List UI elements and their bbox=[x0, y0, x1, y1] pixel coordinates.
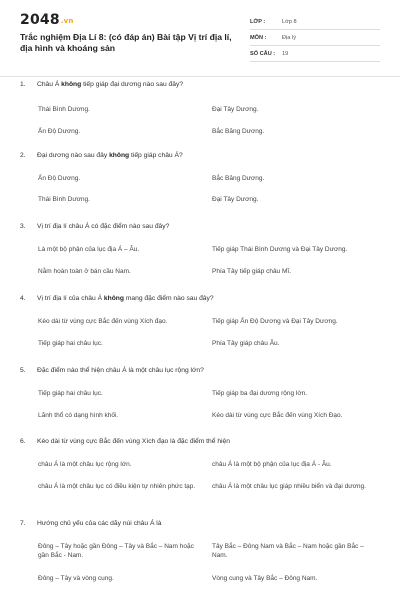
question-text-part: Vị trí địa lí châu Á có đặc điểm nào sau đây? bbox=[37, 223, 170, 230]
meta-label: MÔN : bbox=[250, 34, 267, 41]
answer-option-a[interactable]: châu Á là một châu lục rộng lớn. bbox=[38, 461, 132, 468]
question-emphasis: không bbox=[103, 295, 124, 302]
answer-option-c[interactable]: Ấn Độ Dương. bbox=[38, 128, 81, 135]
answer-option-d[interactable]: Kéo dài từ vùng cực Bắc đến vùng Xích Đạo. bbox=[212, 412, 343, 419]
question-number: 1. bbox=[20, 81, 26, 88]
answer-option-d[interactable]: Vòng cung và Tây Bắc – Đông Nam. bbox=[212, 575, 318, 582]
answer-option-b[interactable]: Đại Tây Dương. bbox=[212, 106, 259, 113]
question-text-part: Đại dương nào sau đây bbox=[37, 152, 110, 159]
meta-row-class bbox=[250, 14, 380, 30]
question-number: 3. bbox=[20, 223, 26, 230]
question-emphasis: không bbox=[109, 152, 130, 159]
answer-option-c[interactable]: Thái Bình Dương. bbox=[38, 196, 90, 203]
answer-option-b[interactable]: Bắc Băng Dương. bbox=[212, 175, 265, 182]
page-title: Trắc nghiệm Địa Lí 8: (có đáp án) Bài tập Vị trí địa lí, địa hình và khoáng sản bbox=[20, 32, 232, 53]
meta-value: Lớp 8 bbox=[282, 18, 297, 25]
meta-info-table bbox=[250, 14, 380, 62]
answer-option-d[interactable]: Phía Tây tiếp giáp châu Mĩ. bbox=[212, 268, 292, 275]
answer-option-a[interactable]: Thái Bình Dương. bbox=[38, 106, 90, 113]
question-number: 6. bbox=[20, 438, 26, 445]
answer-option-c[interactable]: Tiếp giáp hai châu lục. bbox=[38, 340, 103, 347]
question-text-part: Đặc điểm nào thể hiện châu Á là một châu lục rộng lớn? bbox=[37, 367, 204, 374]
answer-option-d[interactable]: châu Á là một châu lục giáp nhiều biển và đại dương. bbox=[212, 483, 366, 490]
meta-row-subject bbox=[250, 30, 380, 46]
answer-option-d[interactable]: Đại Tây Dương. bbox=[212, 196, 259, 203]
logo-text: 2048 bbox=[20, 12, 60, 28]
meta-label: SỐ CÂU : bbox=[250, 50, 276, 57]
question-number: 2. bbox=[20, 152, 26, 159]
answer-option-b[interactable]: Tiếp giáp Thái Bình Dương và Đại Tây Dương. bbox=[212, 246, 348, 253]
question-text bbox=[20, 152, 380, 159]
question-number: 7. bbox=[20, 520, 26, 527]
answer-option-c[interactable]: Lãnh thổ có dạng hình khối. bbox=[38, 412, 119, 419]
question-number: 4. bbox=[20, 295, 26, 302]
question-text-part: Hướng chủ yếu của các dãy núi châu Á là bbox=[37, 520, 162, 527]
answer-option-b[interactable]: Tiếp giáp Ấn Độ Dương và Đại Tây Dương. bbox=[212, 318, 338, 325]
question-text-part: tiếp giáp đại dương nào sau đây? bbox=[81, 81, 184, 88]
answer-option-d[interactable]: Phía Tây giáp châu Âu. bbox=[212, 340, 280, 347]
answer-option-a[interactable]: Đông – Tây hoặc gần Đông – Tây và Bắc – Nam hoặc gần Bắc - Nam. bbox=[38, 543, 194, 559]
answer-option-c[interactable]: Nằm hoàn toàn ở bán cầu Nam. bbox=[38, 268, 131, 275]
meta-value: Địa lý bbox=[282, 34, 296, 41]
question-text bbox=[20, 438, 380, 445]
question-text-part: mang đặc điểm nào sau đây? bbox=[123, 295, 214, 302]
question-text bbox=[20, 81, 380, 88]
question-text bbox=[20, 367, 380, 374]
question-text bbox=[20, 223, 380, 230]
answer-option-c[interactable]: Đông – Tây và vòng cung. bbox=[38, 575, 114, 582]
question-emphasis: không bbox=[61, 81, 82, 88]
answer-option-c[interactable]: châu Á là một châu lục có điều kiện tự nhiên phức tạp. bbox=[38, 483, 196, 490]
header-divider bbox=[0, 76, 400, 77]
answer-option-d[interactable]: Bắc Băng Dương. bbox=[212, 128, 265, 135]
question-text-part: Kéo dài từ vùng cực Bắc đến vùng Xích đạo là đặc điểm thể hiện bbox=[37, 438, 230, 445]
answer-option-a[interactable]: Ấn Độ Dương. bbox=[38, 175, 81, 182]
question-text-part: tiếp giáp châu Á? bbox=[129, 152, 183, 159]
answer-option-a[interactable]: Tiếp giáp hai châu lục. bbox=[38, 390, 103, 397]
header bbox=[0, 0, 400, 76]
answer-option-b[interactable]: châu Á là một bộ phận của lục địa Á - Âu. bbox=[212, 461, 332, 468]
answer-option-b[interactable]: Tiếp giáp ba đại dương rộng lớn. bbox=[212, 390, 308, 397]
logo-suffix: .vn bbox=[60, 17, 74, 25]
question-number: 5. bbox=[20, 367, 26, 374]
question-text bbox=[20, 520, 380, 527]
answer-option-a[interactable]: Là một bộ phận của lục địa Á – Âu. bbox=[38, 246, 140, 253]
meta-value: 19 bbox=[282, 50, 289, 57]
answer-option-b[interactable]: Tây Bắc – Đông Nam và Bắc – Nam hoặc gần Bắc – Nam. bbox=[212, 543, 364, 559]
meta-label: LỚP : bbox=[250, 18, 266, 25]
answer-option-a[interactable]: Kéo dài từ vùng cực Bắc đến vùng Xích đạo. bbox=[38, 318, 168, 325]
question-text-part: Châu Á bbox=[37, 81, 62, 88]
question-text bbox=[20, 295, 380, 302]
site-logo[interactable] bbox=[20, 12, 74, 28]
meta-row-count bbox=[250, 46, 380, 62]
question-text-part: Vị trí địa lí của châu Á bbox=[37, 295, 104, 302]
